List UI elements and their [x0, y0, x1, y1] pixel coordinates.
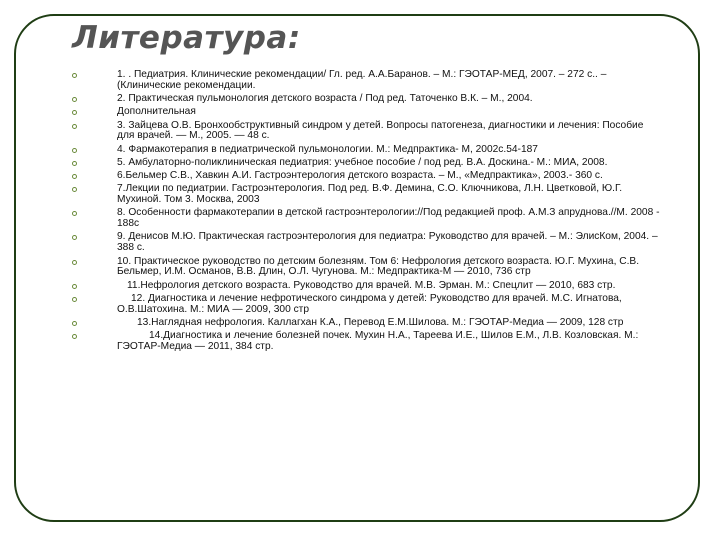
list-item	[72, 208, 662, 230]
bullet-icon	[72, 260, 77, 265]
reference-text: 4. Фармакотерапия в педиатрической пульмонологии. М.: Медпрактика- М, 2002с.54-187	[117, 143, 538, 155]
list-item	[72, 184, 662, 206]
list-item	[72, 331, 662, 353]
list-item	[72, 70, 662, 92]
reference-text: 9. Денисов М.Ю. Практическая гастроэнтерология для педиатра: Руководство для врачей. – М.: ЭлисКом, 2004. – 388 с.	[117, 231, 658, 254]
bullet-icon	[72, 174, 77, 179]
list-item	[72, 171, 662, 182]
reference-text: 13.Наглядная нефрология. Каллагхан К.А., Перевод Е.М.Шилова. М.: ГЭОТАР-Медиа — 2009, 128 стр	[137, 316, 624, 328]
reference-text: 14.Диагностика и лечение болезней почек. Мухин Н.А., Тареева И.Е., Шилов Е.М., Л.В. Козловская. М.: ГЭОТАР-Медиа — 2011, 384 стр.	[117, 330, 639, 353]
bullet-icon	[72, 321, 77, 326]
reference-text: 7.Лекции по педиатрии. Гастроэнтерология. Под ред. В.Ф. Демина, С.О. Ключникова, Л.Н. Цветковой, Ю.Г. Мухиной. Том 3. Москва, 2003	[117, 183, 623, 206]
bullet-icon	[72, 73, 77, 78]
reference-text: 6.Бельмер С.В., Хавкин А.И. Гастроэнтерология детского возраста. – М., «Медпрактика», 2003.- 360 с.	[117, 170, 603, 182]
list-item	[72, 318, 662, 329]
slide-title: Литература:	[72, 20, 301, 56]
bullet-icon	[72, 334, 77, 339]
bullet-icon	[72, 148, 77, 153]
reference-list	[72, 70, 662, 355]
reference-text: 3. Зайцева О.В. Бронхообструктивный синдром у детей. Вопросы патогенеза, диагностики и лечения: Пособие для врачей. — М., 2005. — 48 с.	[117, 119, 644, 142]
list-item	[72, 94, 662, 105]
bullet-icon	[72, 110, 77, 115]
list-item	[72, 232, 662, 254]
reference-text: 5. Амбулаторно-поликлиническая педиатрия: учебное пособие / под ред. В.А. Доскина.- М.: МИА, 2008.	[117, 156, 608, 168]
bullet-icon	[72, 211, 77, 216]
bullet-icon	[72, 284, 77, 289]
list-item	[72, 257, 662, 279]
reference-text: 8. Особенности фармакотерапии в детской гастроэнтерологии://Под редакцией проф. А.М.З апруднова.//М. 2008 - 188с	[117, 207, 660, 230]
reference-text: 10. Практическое руководство по детским болезням. Том 6: Нефрология детского возраста. Ю.Г. Мухина, С.В. Бельмер, И.М. Османов, В.В. Длин, О.Л. Чугунова. М.: Медпрактика-М — 2010, 736 стр	[117, 255, 640, 278]
list-item	[72, 107, 662, 118]
list-item	[72, 281, 662, 292]
bullet-icon	[72, 124, 77, 129]
section-label: Дополнительная	[117, 106, 196, 118]
list-item	[72, 121, 662, 143]
bullet-icon	[72, 161, 77, 166]
reference-text: 2. Практическая пульмонология детского возраста / Под ред. Таточенко В.К. – М., 2004.	[117, 93, 533, 105]
list-item	[72, 294, 662, 316]
reference-text: 11.Нефрология детского возраста. Руководство для врачей. М.В. Эрман. М.: Спецлит — 2010, 683 стр.	[127, 279, 616, 291]
list-item	[72, 158, 662, 169]
reference-text: 1. . Педиатрия. Клинические рекомендации/ Гл. ред. А.А.Баранов. – М.: ГЭОТАР-МЕД, 2007. – 272 с.. – (Клинические рекомендации.	[117, 69, 607, 91]
reference-text: 12. Диагностика и лечение нефротического синдрома у детей: Руководство для врачей. М.С. Игнатова, О.В.Шатохина. М.: МИА — 2009, 300 стр	[117, 292, 622, 315]
bullet-icon	[72, 297, 77, 302]
bullet-icon	[72, 187, 77, 192]
list-item	[72, 145, 662, 156]
bullet-icon	[72, 235, 77, 240]
bullet-icon	[72, 97, 77, 102]
